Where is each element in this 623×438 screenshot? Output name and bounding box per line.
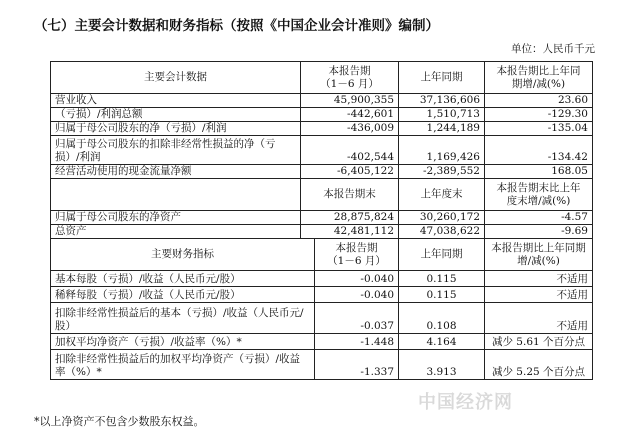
header-cell: 本报告期末比上年 度末增/减(%) [485,179,593,211]
value-cell: -4.57 [485,211,593,225]
value-cell: 4.164 [399,334,485,350]
value-cell: 不适用 [485,271,593,287]
row-label: 归属于母公司股东的净（亏损）/利润 [51,122,301,136]
value-cell: -129.30 [485,108,593,122]
value-cell: 减少 5.61 个百分点 [485,334,593,350]
financial-indicators-table [50,238,593,380]
row-label: 扣除非经常性损益后的加权平均净资产（亏损）/收益率（%）* [51,350,315,380]
value-cell: 47,038,622 [399,225,485,239]
row-label: 归属于母公司股东的净资产 [51,211,301,225]
value-cell: 1,510,713 [399,108,485,122]
table-row [51,271,593,287]
table-row [51,303,593,334]
section-title: （七）主要会计数据和财务指标（按照《中国企业会计准则》编制） [34,18,439,34]
row-label: 稀释每股（亏损）/收益（人民币元/股） [51,287,315,303]
header-cell: 主要财务指标 [51,239,315,271]
value-cell: -9.69 [485,225,593,239]
value-cell: -135.04 [485,122,593,136]
value-cell: 不适用 [485,303,593,334]
value-cell: 0.108 [399,303,485,334]
value-cell: -0.037 [315,303,399,334]
value-cell: 30,260,172 [399,211,485,225]
unit-label: 单位：人民币千元 [511,43,595,55]
table-header-row [51,62,593,94]
row-label: 基本每股（亏损）/收益（人民币元/股） [51,271,315,287]
value-cell: -2,389,552 [399,165,485,179]
table-row [51,94,593,108]
table-row [51,136,593,165]
header-cell: 上年同期 [399,62,485,94]
header-cell: 本报告期末 [301,179,399,211]
value-cell: -6,405,122 [301,165,399,179]
value-cell: 42,481,112 [301,225,399,239]
header-cell: 本报告期比上年同期 增/减(%) [485,239,593,271]
footnote: *以上净资产不包含少数股东权益。 [34,415,205,428]
value-cell: 37,136,606 [399,94,485,108]
value-cell: -442,601 [301,108,399,122]
header-cell: 主要会计数据 [51,62,301,94]
table-row [51,225,593,239]
accounting-data-table [50,61,593,239]
row-label: 经营活动使用的现金流量净额 [51,165,301,179]
table-row [51,287,593,303]
header-cell: 本报告期 （1－6 月） [301,62,399,94]
row-label: 扣除非经常性损益后的基本（亏损）/收益（人民币元/股） [51,303,315,334]
table-row [51,165,593,179]
header-cell: 本报告期比上年同 期增/减(%) [485,62,593,94]
value-cell: -1.337 [315,350,399,380]
header-cell: 本报告期 （1－6 月） [315,239,399,271]
value-cell: 168.05 [485,165,593,179]
table-row [51,350,593,380]
watermark: 中国经济网 [418,392,513,413]
row-label: 加权平均净资产（亏损）/收益率（%）* [51,334,315,350]
header-cell: 上年度末 [399,179,485,211]
row-label: （亏损）/利润总额 [51,108,301,122]
value-cell: 0.115 [399,287,485,303]
table-header-row [51,239,593,271]
value-cell: -134.42 [485,136,593,165]
table-subheader-row [51,179,593,211]
table-row [51,334,593,350]
table-row [51,122,593,136]
value-cell: 28,875,824 [301,211,399,225]
row-label: 营业收入 [51,94,301,108]
header-cell: 上年同期 [399,239,485,271]
row-label: 归属于母公司股东的扣除非经常性损益的净（亏损）/利润 [51,136,301,165]
table-row [51,108,593,122]
value-cell: 45,900,355 [301,94,399,108]
header-cell [51,179,301,211]
value-cell: -436,009 [301,122,399,136]
value-cell: -402,544 [301,136,399,165]
value-cell: 0.115 [399,271,485,287]
row-label: 总资产 [51,225,301,239]
value-cell: 1,244,189 [399,122,485,136]
value-cell: 1,169,426 [399,136,485,165]
table-row [51,211,593,225]
value-cell: -1.448 [315,334,399,350]
value-cell: 减少 5.25 个百分点 [485,350,593,380]
value-cell: 3.913 [399,350,485,380]
value-cell: -0.040 [315,271,399,287]
value-cell: 不适用 [485,287,593,303]
value-cell: 23.60 [485,94,593,108]
value-cell: -0.040 [315,287,399,303]
